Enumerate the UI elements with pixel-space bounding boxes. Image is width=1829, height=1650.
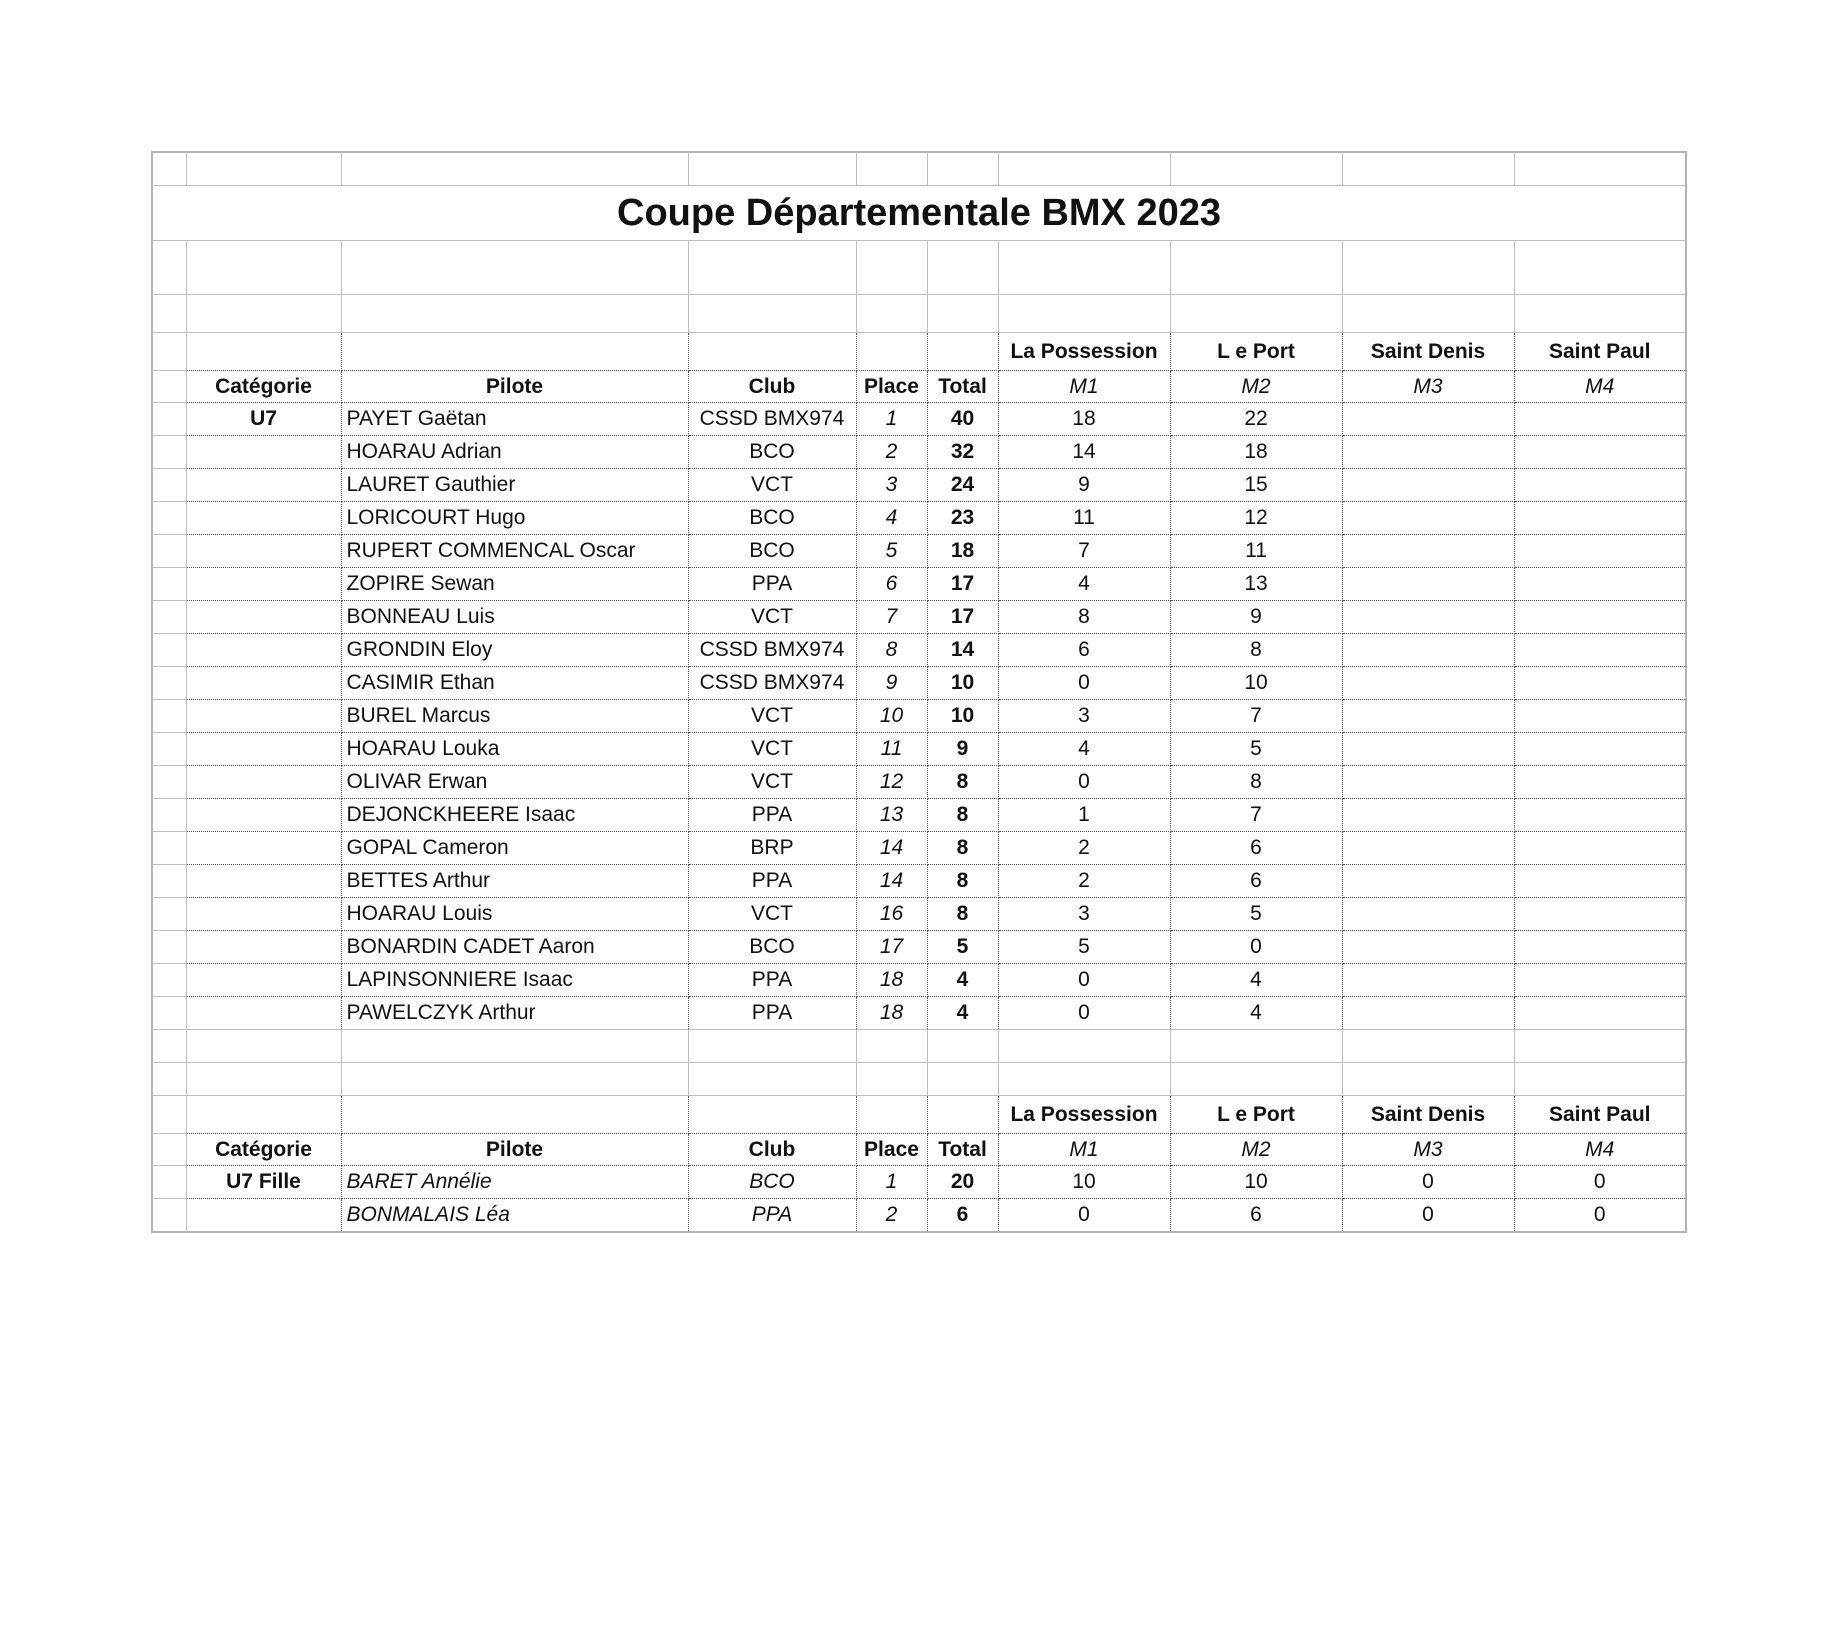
m3-cell bbox=[1342, 700, 1514, 733]
m3-cell bbox=[1342, 634, 1514, 667]
total-cell: 20 bbox=[927, 1166, 998, 1199]
m3-cell bbox=[1342, 766, 1514, 799]
m4-cell bbox=[1514, 799, 1686, 832]
m4-cell bbox=[1514, 403, 1686, 436]
table-row bbox=[152, 1199, 1686, 1233]
club-cell: PPA bbox=[688, 799, 856, 832]
club-cell: PPA bbox=[688, 568, 856, 601]
m2-cell: 7 bbox=[1170, 700, 1342, 733]
club-cell: BCO bbox=[688, 535, 856, 568]
m2-cell: 8 bbox=[1170, 766, 1342, 799]
place-cell: 11 bbox=[856, 733, 927, 766]
total-cell: 5 bbox=[927, 931, 998, 964]
m1-cell: 1 bbox=[998, 799, 1170, 832]
table-row bbox=[152, 766, 1686, 799]
club-cell: PPA bbox=[688, 1199, 856, 1233]
place-cell: 9 bbox=[856, 667, 927, 700]
m4-cell bbox=[1514, 634, 1686, 667]
m1-cell: 3 bbox=[998, 700, 1170, 733]
table-row bbox=[152, 601, 1686, 634]
club-cell: VCT bbox=[688, 898, 856, 931]
table-row bbox=[152, 700, 1686, 733]
pilot-name: CASIMIR Ethan bbox=[341, 667, 688, 700]
m2-cell: 18 bbox=[1170, 436, 1342, 469]
m1-cell: 0 bbox=[998, 1199, 1170, 1233]
pilot-name: ZOPIRE Sewan bbox=[341, 568, 688, 601]
place-cell: 13 bbox=[856, 799, 927, 832]
place-cell: 5 bbox=[856, 535, 927, 568]
header-club: Club bbox=[688, 371, 856, 403]
m1-cell: 7 bbox=[998, 535, 1170, 568]
club-cell: PPA bbox=[688, 997, 856, 1030]
m2-cell: 4 bbox=[1170, 964, 1342, 997]
pilot-name: PAWELCZYK Arthur bbox=[341, 997, 688, 1030]
m4-cell: 0 bbox=[1514, 1166, 1686, 1199]
m3-cell bbox=[1342, 898, 1514, 931]
table-row bbox=[152, 964, 1686, 997]
m4-cell bbox=[1514, 997, 1686, 1030]
total-cell: 10 bbox=[927, 667, 998, 700]
total-cell: 6 bbox=[927, 1199, 998, 1233]
table-row bbox=[152, 568, 1686, 601]
venue-header: Saint Paul bbox=[1514, 333, 1686, 371]
m2-cell: 9 bbox=[1170, 601, 1342, 634]
m2-cell: 15 bbox=[1170, 469, 1342, 502]
place-cell: 8 bbox=[856, 634, 927, 667]
m1-cell: 0 bbox=[998, 766, 1170, 799]
empty-row bbox=[152, 241, 1686, 295]
m4-cell bbox=[1514, 700, 1686, 733]
club-cell: CSSD BMX974 bbox=[688, 667, 856, 700]
place-cell: 16 bbox=[856, 898, 927, 931]
total-cell: 18 bbox=[927, 535, 998, 568]
table-row bbox=[152, 1166, 1686, 1199]
m2-cell: 11 bbox=[1170, 535, 1342, 568]
venue-header: L e Port bbox=[1170, 333, 1342, 371]
total-cell: 14 bbox=[927, 634, 998, 667]
total-cell: 9 bbox=[927, 733, 998, 766]
header-total: Total bbox=[927, 1134, 998, 1166]
venue-header: La Possession bbox=[998, 333, 1170, 371]
header-club: Club bbox=[688, 1134, 856, 1166]
m4-cell: 0 bbox=[1514, 1199, 1686, 1233]
total-cell: 8 bbox=[927, 799, 998, 832]
table-row bbox=[152, 667, 1686, 700]
table-row bbox=[152, 436, 1686, 469]
m4-cell bbox=[1514, 469, 1686, 502]
m3-cell bbox=[1342, 667, 1514, 700]
total-cell: 8 bbox=[927, 865, 998, 898]
header-categorie: Catégorie bbox=[186, 1134, 341, 1166]
m3-cell bbox=[1342, 436, 1514, 469]
club-cell: VCT bbox=[688, 766, 856, 799]
table-row bbox=[152, 502, 1686, 535]
m4-cell bbox=[1514, 601, 1686, 634]
club-cell: PPA bbox=[688, 964, 856, 997]
m3-cell bbox=[1342, 832, 1514, 865]
place-cell: 7 bbox=[856, 601, 927, 634]
table-row bbox=[152, 634, 1686, 667]
m1-cell: 9 bbox=[998, 469, 1170, 502]
pilot-name: BONMALAIS Léa bbox=[341, 1199, 688, 1233]
total-cell: 32 bbox=[927, 436, 998, 469]
total-cell: 8 bbox=[927, 898, 998, 931]
total-cell: 23 bbox=[927, 502, 998, 535]
place-cell: 3 bbox=[856, 469, 927, 502]
pilot-name: HOARAU Louka bbox=[341, 733, 688, 766]
m1-cell: 3 bbox=[998, 898, 1170, 931]
pilot-name: HOARAU Adrian bbox=[341, 436, 688, 469]
pilot-name: DEJONCKHEERE Isaac bbox=[341, 799, 688, 832]
pilot-name: OLIVAR Erwan bbox=[341, 766, 688, 799]
pilot-name: LORICOURT Hugo bbox=[341, 502, 688, 535]
table-row bbox=[152, 733, 1686, 766]
m4-cell bbox=[1514, 568, 1686, 601]
table-row bbox=[152, 799, 1686, 832]
venue-header: L e Port bbox=[1170, 1096, 1342, 1134]
pilot-name: BONNEAU Luis bbox=[341, 601, 688, 634]
table-row bbox=[152, 535, 1686, 568]
m3-cell bbox=[1342, 403, 1514, 436]
pilot-name: BUREL Marcus bbox=[341, 700, 688, 733]
m3-cell bbox=[1342, 502, 1514, 535]
club-cell: BCO bbox=[688, 436, 856, 469]
venue-header: Saint Paul bbox=[1514, 1096, 1686, 1134]
m3-cell bbox=[1342, 601, 1514, 634]
m4-cell bbox=[1514, 733, 1686, 766]
header-pilote: Pilote bbox=[341, 1134, 688, 1166]
m4-cell bbox=[1514, 898, 1686, 931]
m3-cell bbox=[1342, 733, 1514, 766]
m4-cell bbox=[1514, 931, 1686, 964]
total-cell: 4 bbox=[927, 997, 998, 1030]
place-cell: 1 bbox=[856, 1166, 927, 1199]
m1-cell: 18 bbox=[998, 403, 1170, 436]
m1-cell: 8 bbox=[998, 601, 1170, 634]
m3-cell: 0 bbox=[1342, 1166, 1514, 1199]
m3-cell bbox=[1342, 799, 1514, 832]
place-cell: 14 bbox=[856, 832, 927, 865]
pilot-name: HOARAU Louis bbox=[341, 898, 688, 931]
m1-cell: 0 bbox=[998, 964, 1170, 997]
pilot-name: RUPERT COMMENCAL Oscar bbox=[341, 535, 688, 568]
m2-cell: 10 bbox=[1170, 667, 1342, 700]
club-cell: BCO bbox=[688, 931, 856, 964]
category-label: U7 bbox=[186, 403, 341, 436]
m2-cell: 6 bbox=[1170, 832, 1342, 865]
m2-cell: 6 bbox=[1170, 1199, 1342, 1233]
total-cell: 24 bbox=[927, 469, 998, 502]
header-pilote: Pilote bbox=[341, 371, 688, 403]
m1-cell: 0 bbox=[998, 997, 1170, 1030]
m3-cell bbox=[1342, 469, 1514, 502]
club-cell: PPA bbox=[688, 865, 856, 898]
m4-cell bbox=[1514, 667, 1686, 700]
m4-cell bbox=[1514, 502, 1686, 535]
table-row bbox=[152, 997, 1686, 1030]
total-cell: 17 bbox=[927, 568, 998, 601]
total-cell: 40 bbox=[927, 403, 998, 436]
title-row bbox=[152, 186, 1686, 241]
m1-cell: 0 bbox=[998, 667, 1170, 700]
place-cell: 10 bbox=[856, 700, 927, 733]
header-manche: M3 bbox=[1342, 371, 1514, 403]
total-cell: 8 bbox=[927, 832, 998, 865]
m2-cell: 5 bbox=[1170, 898, 1342, 931]
column-header-row bbox=[152, 371, 1686, 403]
m1-cell: 5 bbox=[998, 931, 1170, 964]
m3-cell bbox=[1342, 568, 1514, 601]
pilot-name: LAURET Gauthier bbox=[341, 469, 688, 502]
header-manche: M1 bbox=[998, 1134, 1170, 1166]
m2-cell: 12 bbox=[1170, 502, 1342, 535]
table-row bbox=[152, 931, 1686, 964]
place-cell: 4 bbox=[856, 502, 927, 535]
m2-cell: 13 bbox=[1170, 568, 1342, 601]
m1-cell: 4 bbox=[998, 733, 1170, 766]
m2-cell: 6 bbox=[1170, 865, 1342, 898]
m2-cell: 8 bbox=[1170, 634, 1342, 667]
m2-cell: 5 bbox=[1170, 733, 1342, 766]
club-cell: CSSD BMX974 bbox=[688, 634, 856, 667]
m4-cell bbox=[1514, 436, 1686, 469]
total-cell: 10 bbox=[927, 700, 998, 733]
header-manche: M4 bbox=[1514, 371, 1686, 403]
venue-header: Saint Denis bbox=[1342, 1096, 1514, 1134]
place-cell: 14 bbox=[856, 865, 927, 898]
pilot-name: BETTES Arthur bbox=[341, 865, 688, 898]
m2-cell: 10 bbox=[1170, 1166, 1342, 1199]
venue-header-row bbox=[152, 333, 1686, 371]
place-cell: 2 bbox=[856, 436, 927, 469]
m2-cell: 0 bbox=[1170, 931, 1342, 964]
club-cell: BCO bbox=[688, 1166, 856, 1199]
place-cell: 17 bbox=[856, 931, 927, 964]
place-cell: 6 bbox=[856, 568, 927, 601]
column-header-row bbox=[152, 1134, 1686, 1166]
total-cell: 4 bbox=[927, 964, 998, 997]
place-cell: 1 bbox=[856, 403, 927, 436]
total-cell: 17 bbox=[927, 601, 998, 634]
header-place: Place bbox=[856, 1134, 927, 1166]
m4-cell bbox=[1514, 535, 1686, 568]
pilot-name: GRONDIN Eloy bbox=[341, 634, 688, 667]
total-cell: 8 bbox=[927, 766, 998, 799]
header-manche: M1 bbox=[998, 371, 1170, 403]
club-cell: VCT bbox=[688, 733, 856, 766]
m1-cell: 2 bbox=[998, 865, 1170, 898]
standings-sheet bbox=[151, 151, 1687, 1233]
pilot-name: BARET Annélie bbox=[341, 1166, 688, 1199]
table-row bbox=[152, 469, 1686, 502]
place-cell: 2 bbox=[856, 1199, 927, 1233]
club-cell: VCT bbox=[688, 700, 856, 733]
place-cell: 18 bbox=[856, 997, 927, 1030]
table-row bbox=[152, 403, 1686, 436]
m3-cell bbox=[1342, 931, 1514, 964]
pilot-name: LAPINSONNIERE Isaac bbox=[341, 964, 688, 997]
club-cell: VCT bbox=[688, 469, 856, 502]
empty-row bbox=[152, 1063, 1686, 1096]
m1-cell: 11 bbox=[998, 502, 1170, 535]
empty-row bbox=[152, 1030, 1686, 1063]
m1-cell: 4 bbox=[998, 568, 1170, 601]
header-manche: M3 bbox=[1342, 1134, 1514, 1166]
m1-cell: 10 bbox=[998, 1166, 1170, 1199]
club-cell: VCT bbox=[688, 601, 856, 634]
pilot-name: BONARDIN CADET Aaron bbox=[341, 931, 688, 964]
place-cell: 18 bbox=[856, 964, 927, 997]
m3-cell bbox=[1342, 964, 1514, 997]
m2-cell: 22 bbox=[1170, 403, 1342, 436]
m1-cell: 14 bbox=[998, 436, 1170, 469]
table-row bbox=[152, 898, 1686, 931]
pilot-name: GOPAL Cameron bbox=[341, 832, 688, 865]
m3-cell: 0 bbox=[1342, 1199, 1514, 1233]
pilot-name: PAYET Gaëtan bbox=[341, 403, 688, 436]
m2-cell: 4 bbox=[1170, 997, 1342, 1030]
table-row bbox=[152, 865, 1686, 898]
m4-cell bbox=[1514, 766, 1686, 799]
club-cell: CSSD BMX974 bbox=[688, 403, 856, 436]
header-manche: M2 bbox=[1170, 371, 1342, 403]
venue-header: La Possession bbox=[998, 1096, 1170, 1134]
header-place: Place bbox=[856, 371, 927, 403]
m4-cell bbox=[1514, 832, 1686, 865]
empty-row bbox=[152, 295, 1686, 333]
header-categorie: Catégorie bbox=[186, 371, 341, 403]
header-total: Total bbox=[927, 371, 998, 403]
club-cell: BCO bbox=[688, 502, 856, 535]
header-manche: M2 bbox=[1170, 1134, 1342, 1166]
m4-cell bbox=[1514, 865, 1686, 898]
venue-header: Saint Denis bbox=[1342, 333, 1514, 371]
m3-cell bbox=[1342, 535, 1514, 568]
table-row bbox=[152, 832, 1686, 865]
category-label: U7 Fille bbox=[186, 1166, 341, 1199]
club-cell: BRP bbox=[688, 832, 856, 865]
place-cell: 12 bbox=[856, 766, 927, 799]
empty-row bbox=[152, 152, 1686, 186]
venue-header-row bbox=[152, 1096, 1686, 1134]
m3-cell bbox=[1342, 997, 1514, 1030]
m3-cell bbox=[1342, 865, 1514, 898]
m1-cell: 6 bbox=[998, 634, 1170, 667]
m2-cell: 7 bbox=[1170, 799, 1342, 832]
m1-cell: 2 bbox=[998, 832, 1170, 865]
page-title: Coupe Départementale BMX 2023 bbox=[152, 186, 1686, 241]
m4-cell bbox=[1514, 964, 1686, 997]
header-manche: M4 bbox=[1514, 1134, 1686, 1166]
